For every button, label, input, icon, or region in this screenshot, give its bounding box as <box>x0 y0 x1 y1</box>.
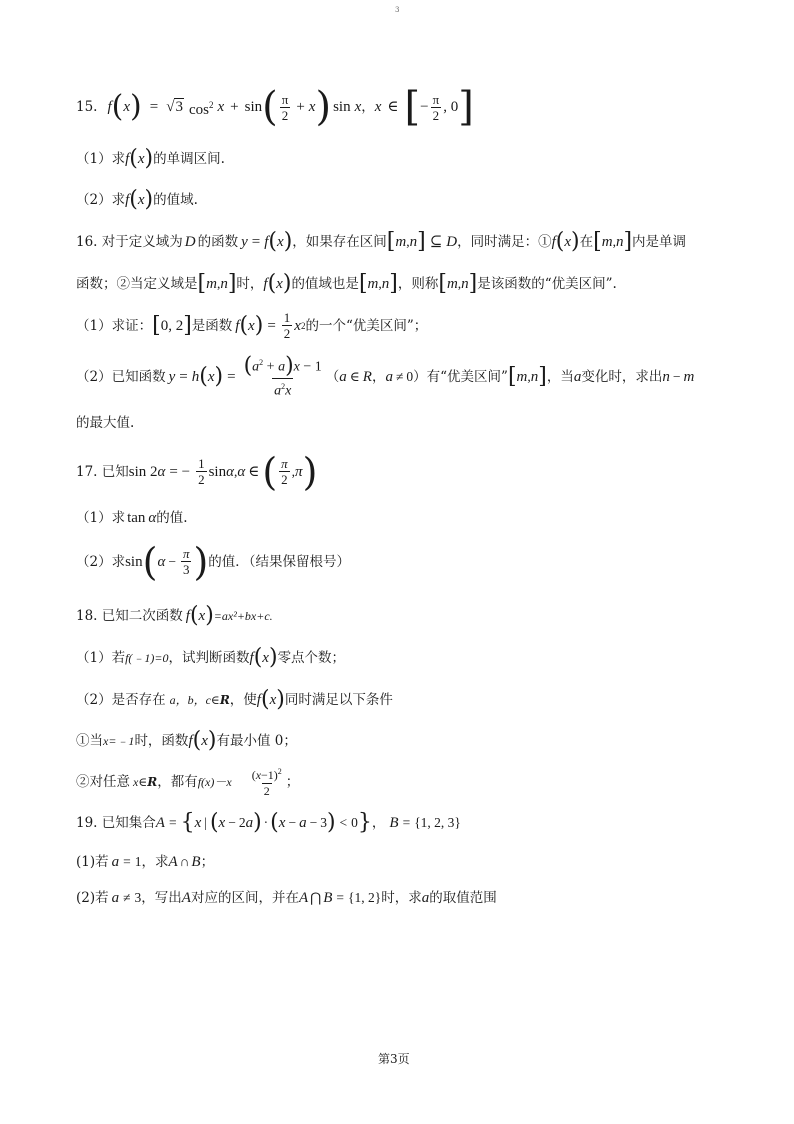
page-number: 第3页 <box>378 1052 410 1066</box>
q15-statement: 15. f ( x ) = √3 $\cos^2$ x + sin ( $\frac{\pi}{2}$ + x ) sin x ， x ∈ [ − $\frac{\pi}{2}$ , 0 ] <box>76 84 474 130</box>
header-mark: 3 <box>395 6 400 14</box>
q16-line1: 16. 对于定义域为 D 的函数 y = f ( x ) ，如果存在区间 [ m , n ] ⊆ D ，同时满足：① f ( x ) 在 [ m , n ] 内是单调 <box>76 229 687 254</box>
q17-statement: 17. 已知 sin 2 α = − $\frac{1}{2}$ sin α , α ∈ ( $\frac{\pi}{2}$ , π ) <box>76 449 318 494</box>
q16-line2: 函数；②当定义域是 [ m , n ] 时， f ( x ) 的值域也是 [ m , n ] ，则称 [ m , n ] 是该函数的“优美区间”. <box>76 271 617 296</box>
q16-part2-cont: 的最大值. <box>76 415 135 431</box>
q18-condition1: ①当 x=﹣1 时，函数 f ( x ) 有最小值 0； <box>76 728 297 753</box>
q18-part1: （1）若 f(﹣1)=0 ，试判断函数 f ( x ) 零点个数； <box>76 645 346 670</box>
q15-number: 15. <box>76 99 98 115</box>
q16-part2: （2）已知函数 y = h ( x ) = $\frac{(a^2 + a)x - 1}{a^2x}$ （ a ∈ R ， a ≠ 0 ）有“优美区间” [ m , n ] ，当 a 变化时，求出 n − m <box>76 353 695 399</box>
q18-part2: （2）是否存在 a，b，c∈ R ，使 f ( x ) 同时满足以下条件 <box>76 687 393 712</box>
q15-part1: （1）求 f ( x ) 的单调区间. <box>76 146 225 171</box>
q15-part2: （2）求 f ( x ) 的值域. <box>76 187 198 212</box>
q16-part1: （1）求证： [ 0, 2 ] 是函数 f ( x ) = $\frac{1}{2}$ x 2 的一个“优美区间”； <box>76 310 428 341</box>
q18-condition2: ②对任意 x∈ R ，都有 f(x)－x $\frac{(x-1)^2}{2}$ ； <box>76 767 300 798</box>
q19-part2: (2)若 a ≠ 3 ，写出 A 对应的区间，并在 A ⋂ B = {1, 2} 时，求 a 的取值范围 <box>76 890 497 906</box>
q17-part2: （2）求 sin ( α − $\frac{\pi}{3}$ ) 的值．（结果保留根号） <box>76 539 351 584</box>
q19-part1: (1)若 a = 1 ，求 A ∩ B ； <box>76 854 215 870</box>
q18-statement: 18. 已知二次函数 f ( x ) =ax²+bx+c. <box>76 603 273 628</box>
q19-statement: 19. 已知集合 A = { x | ( x − 2 a ) · ( x − a − 3 ) < 0 } ， B = {1, 2, 3} <box>76 810 461 835</box>
q17-part1: （1）求 tan α 的值. <box>76 510 188 526</box>
